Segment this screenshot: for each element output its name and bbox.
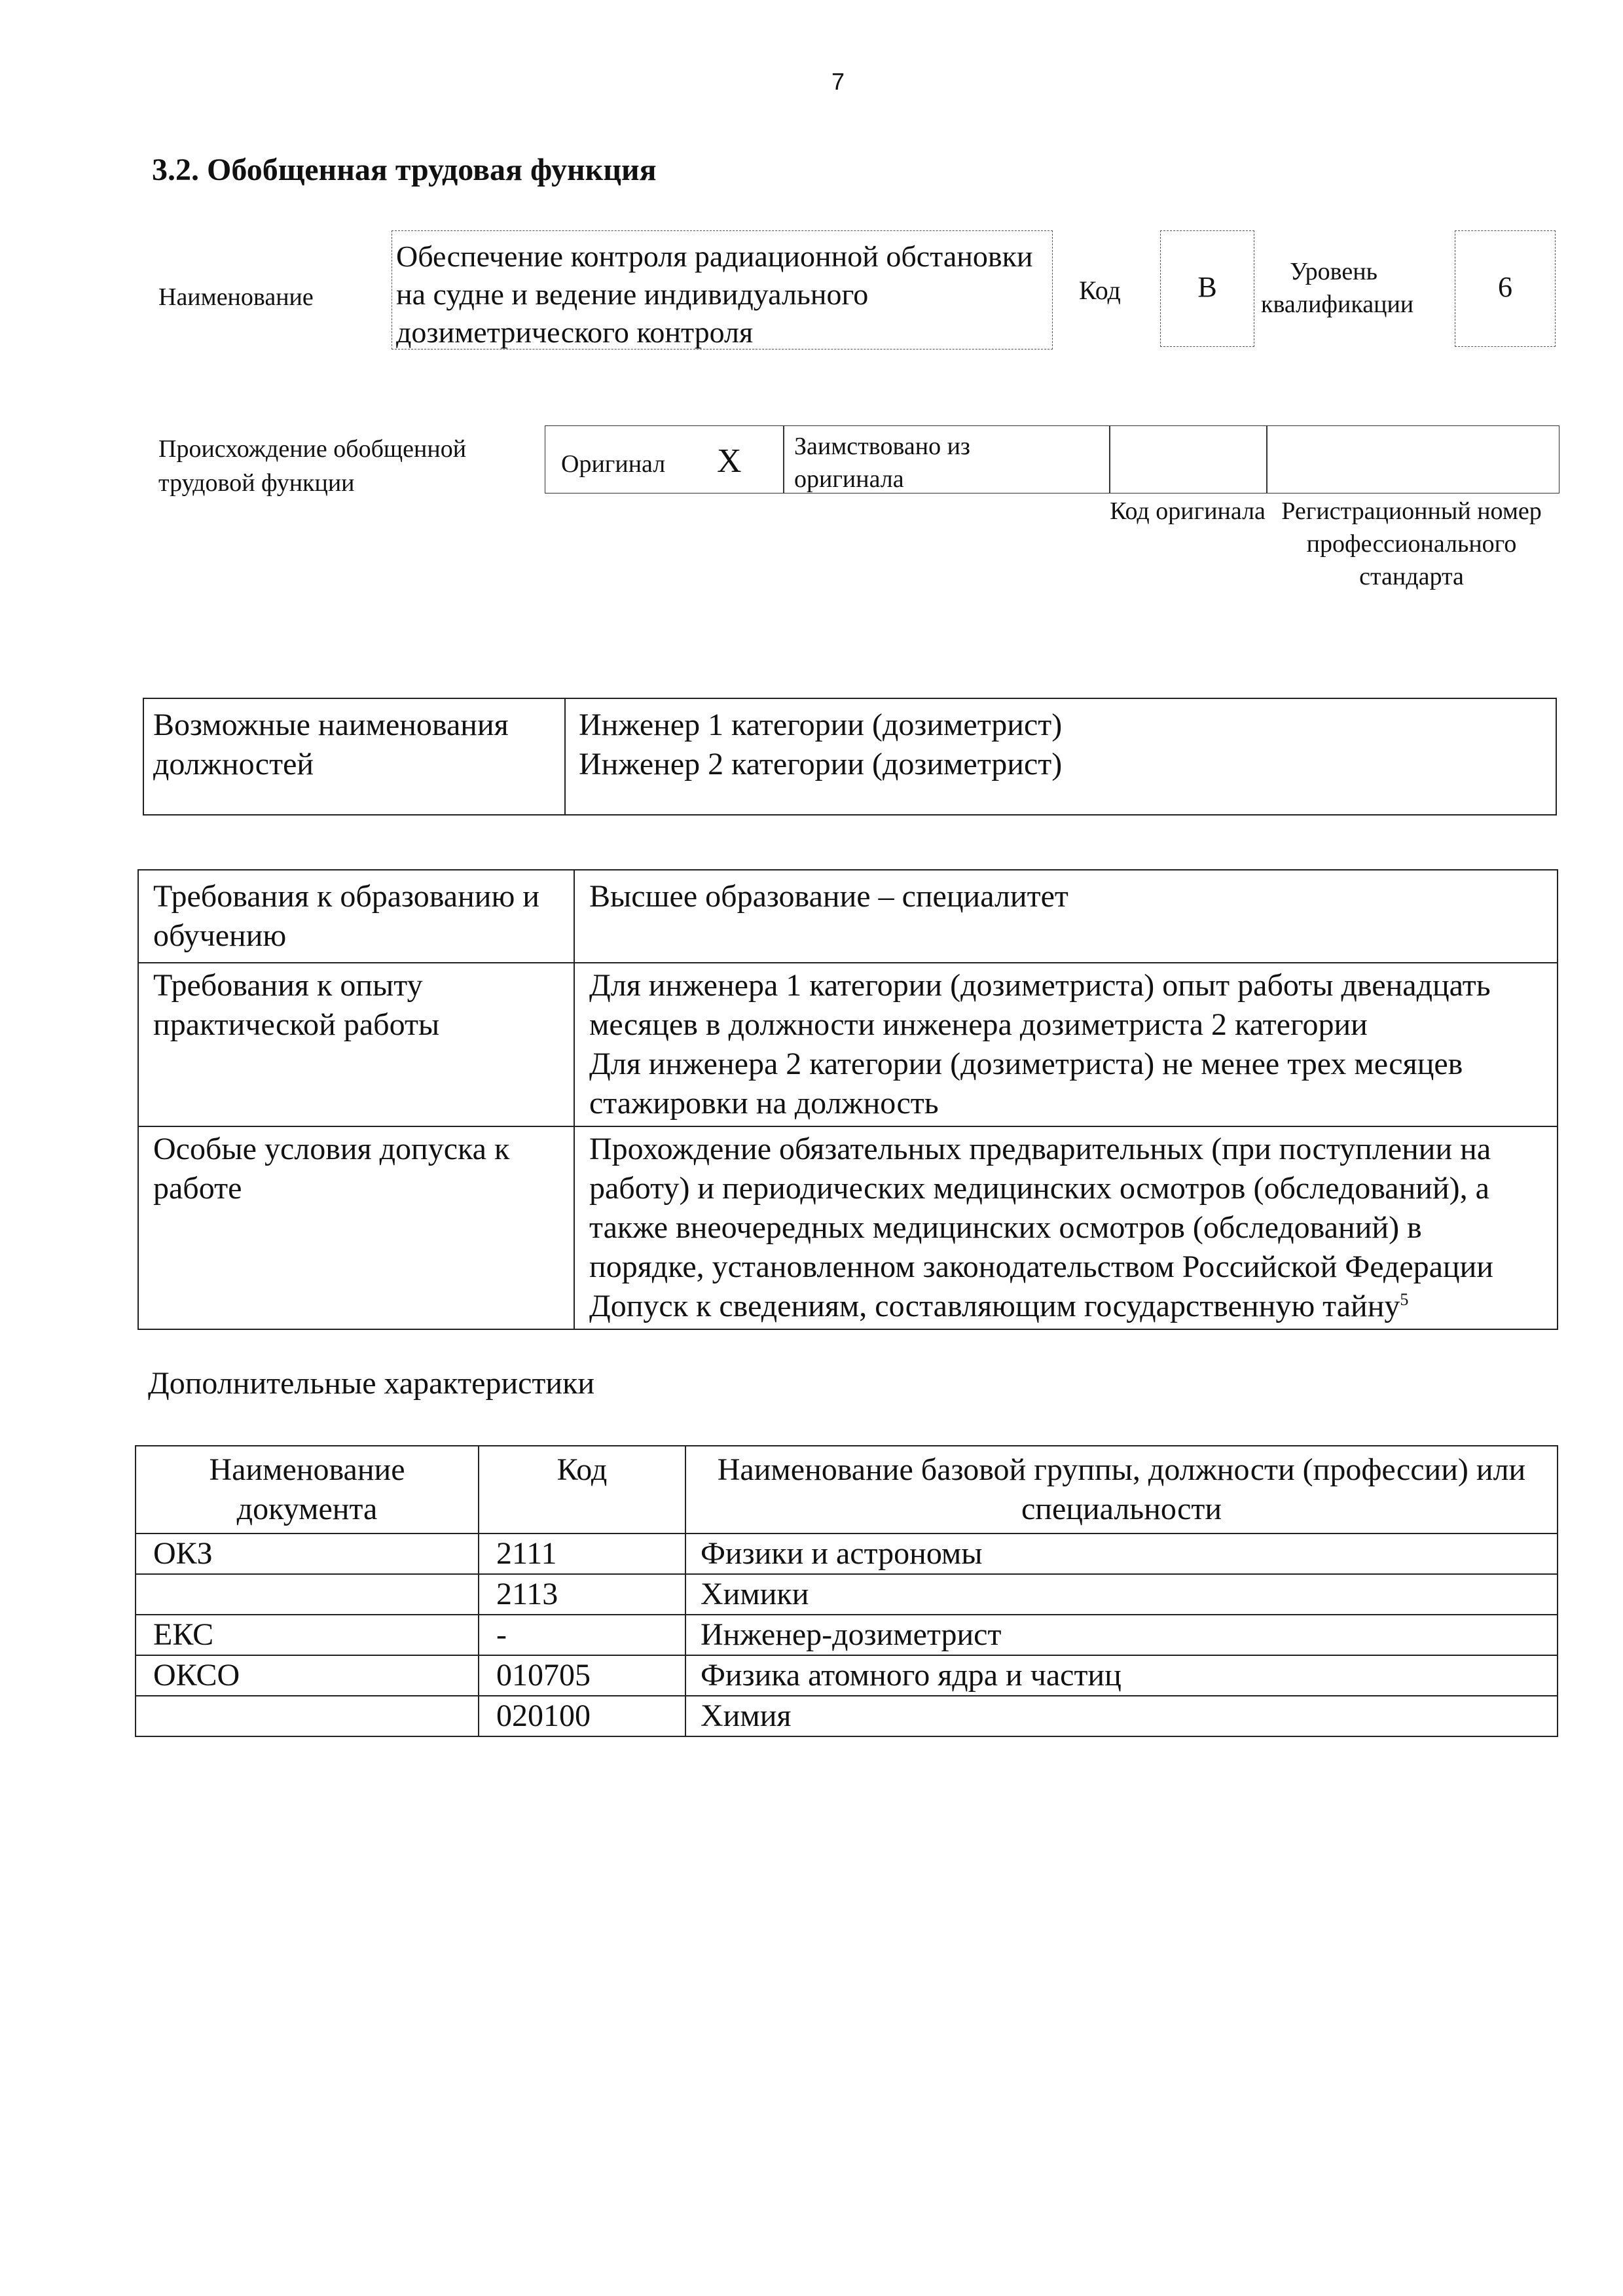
level-box bbox=[1455, 230, 1556, 347]
function-name-value: Обеспечение контроля радиационной обстановки на судне и ведение индивидуального дозиметрического контроля bbox=[396, 240, 1033, 349]
req-label: Особые условия допуска к работе bbox=[138, 1126, 574, 1329]
table-row bbox=[136, 1574, 1558, 1615]
origin-code-cell bbox=[1109, 425, 1267, 493]
table-row bbox=[136, 1534, 1558, 1574]
req-line bbox=[589, 1287, 1542, 1326]
header-cell: Наименование базовой группы, должности (профессии) или специальности bbox=[685, 1446, 1558, 1534]
position-item: Инженер 2 категории (дозиметрист) bbox=[579, 747, 1063, 781]
origin-label: Происхождение обобщенной трудовой функции bbox=[158, 435, 467, 497]
positions-list bbox=[565, 698, 1556, 815]
req-line: Для инженера 1 категории (дозиметриста) опыт работы двенадцать месяцев в должности инженера дозиметриста 2 категории bbox=[589, 968, 1491, 1042]
positions-table bbox=[143, 698, 1557, 816]
name-label: Наименование bbox=[158, 283, 314, 311]
table-row bbox=[136, 1696, 1558, 1736]
code-cell: 2111 bbox=[479, 1534, 685, 1574]
name-cell: Химики bbox=[685, 1574, 1558, 1615]
doc-cell: ЕКС bbox=[136, 1615, 479, 1655]
req-line-text: Допуск к сведениям, составляющим государственную тайну bbox=[589, 1289, 1400, 1323]
code-value: B bbox=[1197, 271, 1217, 303]
additional-table bbox=[135, 1445, 1558, 1737]
name-cell: Физика атомного ядра и частиц bbox=[685, 1655, 1558, 1696]
header-cell: Наименование документа bbox=[136, 1446, 479, 1534]
level-label: Уровень квалификации bbox=[1261, 258, 1414, 318]
req-line: Для инженера 2 категории (дозиметриста) не менее трех месяцев стажировки на должность bbox=[589, 1047, 1463, 1121]
code-cell: 020100 bbox=[479, 1696, 685, 1736]
footnote-marker: 5 bbox=[1400, 1290, 1409, 1309]
code-label: Код bbox=[1079, 276, 1121, 305]
additional-title: Дополнительные характеристики bbox=[148, 1366, 595, 1401]
code-cell: 010705 bbox=[479, 1655, 685, 1696]
req-value bbox=[574, 963, 1558, 1126]
doc-cell: ОКСО bbox=[136, 1655, 479, 1696]
section-title: 3.2. Обобщенная трудовая функция bbox=[152, 152, 657, 187]
origin-code-caption: Код оригинала bbox=[1110, 497, 1266, 525]
original-label: Оригинал bbox=[561, 450, 666, 478]
code-cell: 2113 bbox=[479, 1574, 685, 1615]
reg-number-cell bbox=[1266, 425, 1559, 493]
req-label: Требования к опыту практической работы bbox=[138, 963, 574, 1126]
req-value bbox=[574, 1126, 1558, 1329]
doc-cell bbox=[136, 1696, 479, 1736]
header-cell: Код bbox=[479, 1446, 685, 1534]
name-cell: Физики и астрономы bbox=[685, 1534, 1558, 1574]
positions-label: Возможные наименования должностей bbox=[143, 698, 565, 815]
origin-borrowed-cell bbox=[783, 425, 1110, 493]
borrowed-label: Заимствовано из оригинала bbox=[794, 433, 970, 493]
requirements-table bbox=[137, 869, 1558, 1330]
name-box bbox=[392, 230, 1053, 350]
req-value bbox=[574, 870, 1558, 963]
name-cell: Химия bbox=[685, 1696, 1558, 1736]
level-value: 6 bbox=[1498, 271, 1512, 303]
req-line: Прохождение обязательных предварительных (при поступлении на работу) и периодических медицинских осмотров (обследований), а также внеочередных медицинских осмотров (обследований) в порядке, установленном законодательством Российской Федерации bbox=[589, 1132, 1493, 1284]
table-row bbox=[136, 1655, 1558, 1696]
req-line: Высшее образование – специалитет bbox=[589, 879, 1068, 914]
position-item: Инженер 1 категории (дозиметрист) bbox=[579, 708, 1063, 742]
original-mark: X bbox=[717, 442, 742, 480]
reg-number-caption: Регистрационный номер профессионального стандарта bbox=[1281, 497, 1542, 590]
code-box bbox=[1160, 230, 1254, 347]
code-cell: - bbox=[479, 1615, 685, 1655]
page-number: 7 bbox=[831, 68, 845, 95]
name-cell: Инженер-дозиметрист bbox=[685, 1615, 1558, 1655]
table-row bbox=[136, 1615, 1558, 1655]
origin-original-cell bbox=[545, 425, 784, 493]
doc-cell bbox=[136, 1574, 479, 1615]
doc-cell: ОКЗ bbox=[136, 1534, 479, 1574]
req-label: Требования к образованию и обучению bbox=[138, 870, 574, 963]
